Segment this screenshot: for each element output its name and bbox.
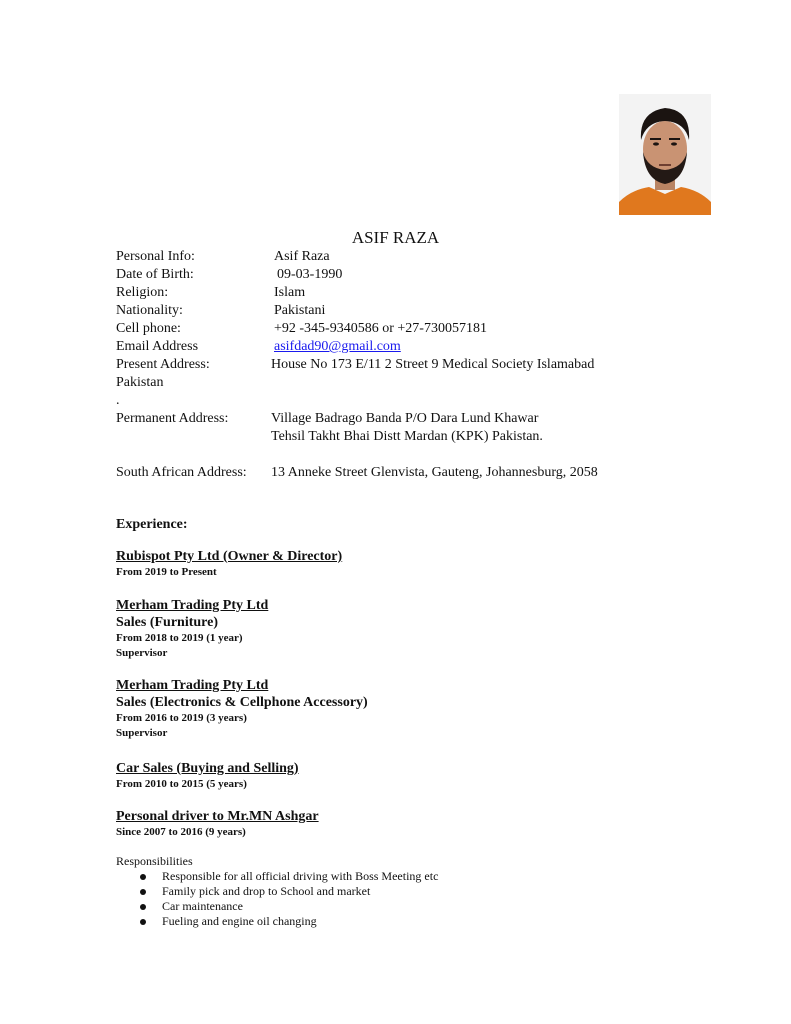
info-label: Personal Info: [116,249,195,264]
info-value: Islam [274,285,306,300]
job-period: From 2010 to 2015 (5 years) [116,778,247,790]
job-title: Personal driver to Mr.MN Ashgar [116,809,319,824]
info-label: Date of Birth: [116,267,194,282]
bullet-icon [140,919,146,925]
bullet-icon [140,889,146,895]
email-link[interactable]: asifdad90@gmail.com [274,339,401,354]
list-item [116,914,438,929]
job-period: From 2019 to Present [116,566,217,578]
bullet-icon [140,874,146,880]
info-value: 09-03-1990 [277,267,343,282]
list-item [116,884,438,899]
job-entry [116,597,268,661]
info-label: Permanent Address: [116,411,229,426]
dot-separator: . [116,393,120,408]
info-value: Pakistani [274,303,326,318]
info-value: Tehsil Takht Bhai Distt Mardan (KPK) Pakistan. [271,429,543,444]
info-label: Present Address: [116,357,210,372]
info-value: Village Badrago Banda P/O Dara Lund Khawar [271,411,539,426]
info-label: Email Address [116,339,199,354]
info-label: South African Address: [116,465,247,480]
info-label: Cell phone: [116,321,181,336]
info-label: Religion: [116,285,169,300]
bullet-icon [140,904,146,910]
info-value: Asif Raza [274,249,330,264]
job-entry [116,548,342,580]
info-value: +92 -345-9340586 or +27-730057181 [274,321,487,336]
list-item [116,869,438,884]
profile-photo [619,94,711,215]
experience-heading-text: Experience: [116,517,188,532]
experience-heading [116,516,188,534]
info-value: House No 173 E/11 2 Street 9 Medical Society Islamabad [271,357,595,372]
job-title: Car Sales (Buying and Selling) [116,761,299,776]
job-period: From 2018 to 2019 (1 year) [116,632,243,644]
resume-name-text: ASIF RAZA [351,228,440,247]
responsibility-text: Family pick and drop to School and market [162,884,371,898]
info-value: 13 Anneke Street Glenvista, Gauteng, Johannesburg, 2058 [271,465,598,480]
list-item [116,899,438,914]
job-role: Sales (Electronics & Cellphone Accessory) [116,695,368,710]
responsibility-text: Fueling and engine oil changing [162,914,317,928]
responsibilities-section [116,854,438,929]
responsibility-text: Car maintenance [162,899,243,913]
job-entry [116,677,368,741]
job-title: Rubispot Pty Ltd (Owner & Director) [116,549,343,564]
responsibility-text: Responsible for all official driving with Boss Meeting etc [162,869,439,883]
responsibilities-list [116,869,438,929]
responsibilities-heading: Responsibilities [116,854,193,868]
job-entry [116,808,319,840]
job-period: Since 2007 to 2016 (9 years) [116,826,246,838]
job-role: Sales (Furniture) [116,615,219,630]
job-position: Supervisor [116,647,168,659]
job-period: From 2016 to 2019 (3 years) [116,712,247,724]
present-address-country: Pakistan [116,375,164,390]
job-title: Merham Trading Pty Ltd [116,598,269,613]
resume-name [0,228,791,248]
job-position: Supervisor [116,727,168,739]
info-label: Nationality: [116,303,183,318]
job-title: Merham Trading Pty Ltd [116,678,269,693]
job-entry [116,760,299,792]
